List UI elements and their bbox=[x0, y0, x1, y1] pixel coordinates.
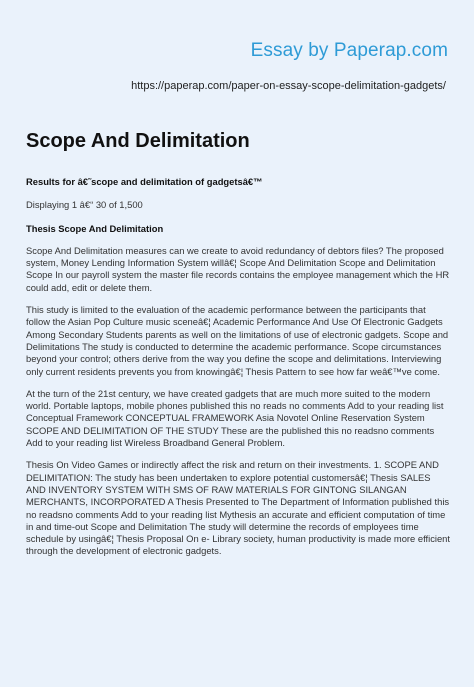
source-url[interactable]: https://paperap.com/paper-on-essay-scope-delimitation-gadgets/ bbox=[131, 80, 446, 92]
results-line: Results for â€˜scope and delimitation of gadgetsâ€™ bbox=[26, 176, 263, 187]
site-brand[interactable]: Essay by Paperap.com bbox=[250, 40, 448, 61]
page-title: Scope And Delimitation bbox=[26, 130, 250, 152]
paragraph-1: Scope And Delimitation measures can we create to avoid redundancy of debtors files? The proposed system, Money Lending Information System willâ€¦ Scope And Delimitation Scope and Delimitation Scope In our payroll system the master file records contains the employee management which the HR could add, edit or delete them. bbox=[26, 244, 450, 293]
paragraph-3: At the turn of the 21st century, we have created gadgets that are much more suited to the modern world. Portable laptops, mobile phones published this no reads no comments Add to your reading list Conceptual Framework CONCEPTUAL FRAMEWORK Asia Novotel Online Reservation System SCOPE AND DELIMITATION OF THE STUDY These are the published this no readsno comments Add to your reading list Wireless Broadband General Problem. bbox=[26, 387, 444, 449]
section-subheading: Thesis Scope And Delimitation bbox=[26, 222, 164, 234]
paragraph-4: Thesis On Video Games or indirectly affect the risk and return on their investments. 1. SCOPE AND DELIMITATION: The study has been undertaken to explore potential customersâ€¦ Thesis SALES AND INVENTORY SYSTEM WITH SMS OF RAW MATERIALS FOR GINTONG SILANGAN MERCHANTS, INCORPORATED A Thesis Presented to The Department of Information published this no readsno comments Add to your reading list Mythesis an accurate and efficient computation of time in and time-out Scope and Delimitation The study will determine the records of employees time schedule by usingâ€¦ Thesis Proposal On e- Library society, human productivity is made more efficient through the development of electronic gadgets. bbox=[26, 459, 450, 557]
article-body bbox=[26, 176, 450, 568]
paragraph-2: This study is limited to the evaluation of the academic performance between the participants that follow the Asian Pop Culture music sceneâ€¦ Academic Performance And Use Of Electronic Gadgets Among Secondary Students parents as well on the limitations of use of electronic gadgets. Scope and Delimitations The study is conducted to determine the academic performance. Scope circumstances beyond your control; others derive from the way you define the scope and delimitations. Interviewing only current residents prevents you from knowingâ€¦ Thesis Pattern to see how far weâ€™ve come. bbox=[26, 304, 449, 377]
displaying-count: Displaying 1 â€“ 30 of 1,500 bbox=[26, 199, 143, 211]
